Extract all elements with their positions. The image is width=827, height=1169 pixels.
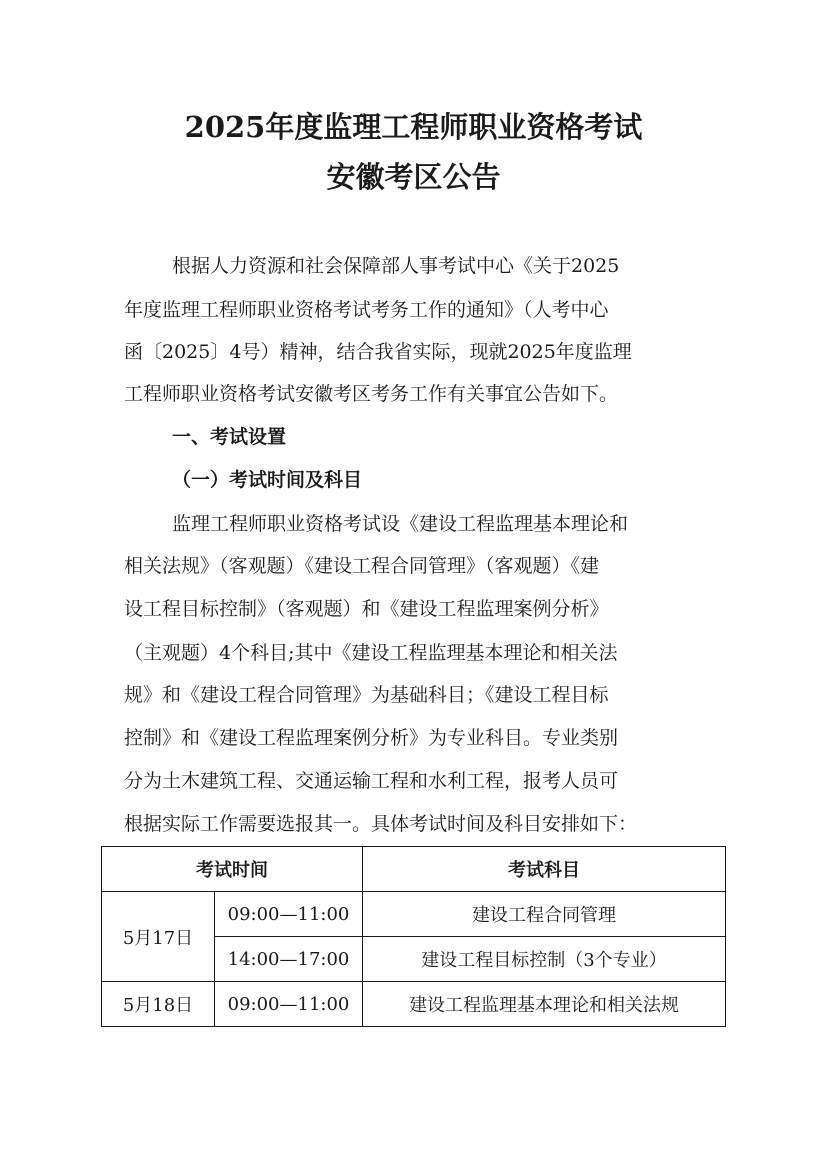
exam-time-cell: 14:00—17:00 bbox=[215, 937, 363, 982]
body-line: （主观题）4个科目;其中《建设工程监理基本理论和相关法 bbox=[124, 642, 618, 664]
exam-date-cell: 5月18日 bbox=[102, 982, 215, 1027]
exam-schedule-table bbox=[101, 846, 726, 1027]
body-line: 设工程目标控制》（客观题）和《建设工程监理案例分析》 bbox=[124, 598, 609, 620]
document-title-line-2: 安徽考区公告 bbox=[326, 160, 501, 194]
exam-subject-cell: 建设工程监理基本理论和相关法规 bbox=[363, 982, 726, 1027]
table-row bbox=[102, 982, 726, 1027]
body-line: 函〔2025〕4号）精神，结合我省实际，现就2025年度监理 bbox=[124, 341, 632, 363]
body-line: 规》和《建设工程合同管理》为基础科目；《建设工程目标 bbox=[124, 684, 609, 706]
body-line: 控制》和《建设工程监理案例分析》为专业科目。专业类别 bbox=[124, 727, 619, 749]
table-row bbox=[102, 892, 726, 937]
body-line: 工程师职业资格考试安徽考区考务工作有关事宜公告如下。 bbox=[124, 383, 619, 405]
body-line: 分为土木建筑工程、交通运输工程和水利工程，报考人员可 bbox=[124, 770, 619, 792]
header-exam-time: 考试时间 bbox=[102, 847, 363, 892]
table-header-row bbox=[102, 847, 726, 892]
exam-time-cell: 09:00—11:00 bbox=[215, 892, 363, 937]
exam-time-cell: 09:00—11:00 bbox=[215, 982, 363, 1027]
document-title-line-1: 2025年度监理工程师职业资格考试 bbox=[184, 110, 643, 144]
subsection-heading: （一）考试时间及科目 bbox=[172, 469, 363, 491]
body-line: 相关法规》（客观题）《建设工程合同管理》（客观题）《建 bbox=[124, 555, 600, 577]
body-line: 监理工程师职业资格考试设《建设工程监理基本理论和 bbox=[172, 513, 629, 535]
exam-date-cell: 5月17日 bbox=[102, 892, 215, 982]
section-heading: 一、考试设置 bbox=[172, 426, 287, 448]
header-exam-subject: 考试科目 bbox=[363, 847, 726, 892]
exam-subject-cell: 建设工程合同管理 bbox=[363, 892, 726, 937]
body-line: 根据实际工作需要选报其一。具体考试时间及科目安排如下： bbox=[124, 813, 638, 835]
body-line: 年度监理工程师职业资格考试考务工作的通知》（人考中心 bbox=[124, 299, 609, 321]
exam-subject-cell: 建设工程目标控制（3个专业） bbox=[363, 937, 726, 982]
body-line: 根据人力资源和社会保障部人事考试中心《关于2025 bbox=[172, 255, 620, 277]
